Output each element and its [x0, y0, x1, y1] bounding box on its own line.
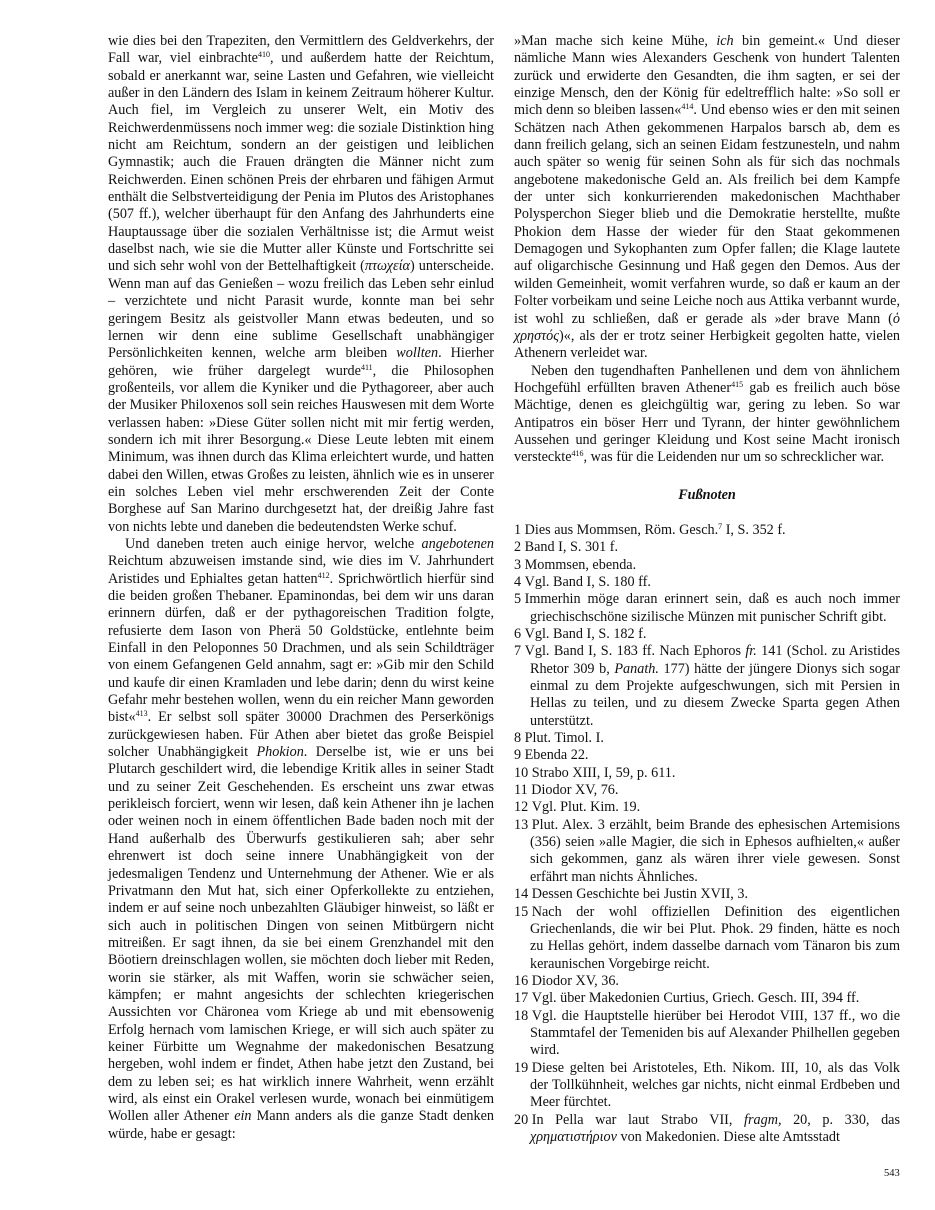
text-run: I, S. 352 f. [722, 521, 786, 538]
footnote-item [514, 747, 900, 764]
left-column [108, 33, 494, 1143]
footnote-number: 5 [514, 591, 525, 608]
footnote-number: 17 [514, 990, 532, 1007]
text-run: . Und ebenso wies er den mit seinen Schätzen nach Athen gekommenen Harpalos barsch ab, dem es dann freilich gelang, sich an seinen Eidam festzunesteln, und nahm auch später so wenig für seinen Sohn als für sich das nochmals angebotene makedonische Geld an. Als freilich bei dem Kampfe der unter sich konkurrierenden makedonischen Machthaber Polysperchon Sieger blieb und die Demokratie herstellte, mußte Phokion dem Hasse der wieder für den Staat gekommenen Demagogen und Sykophanten zum Opfer fallen; die Klage lautete auf oligarchische Gesinnung und Haß gegen den Demos. Aus der wilden Gemeinheit, womit verfahren wurde, so daß er kaum an der Folter vorbeikam und seine Leiche noch aus Attika verbannt wurde, ist wohl zu schließen, daß er gerade als »der brave Mann ( [514, 102, 900, 327]
text-run: Reichtum abzuweisen imstande sind, wie dies im V. Jahrhundert Aristides und Ephialtes getan hatten [108, 553, 494, 587]
emphasis: ich [716, 33, 734, 49]
footnote-number: 18 [514, 1007, 532, 1024]
text-run: 20, p. 330, das [781, 1111, 900, 1128]
text-run: Plut. Timol. I. [524, 730, 604, 747]
footnote-text [530, 817, 900, 885]
text-run: Vgl. Plut. Kim. 19. [531, 799, 641, 816]
emphasis: Phokion [256, 744, 304, 761]
body-paragraph [108, 536, 494, 1143]
text-run: Ebenda 22. [524, 747, 589, 764]
footnote-number: 15 [514, 903, 532, 920]
footnote-ref: 413 [135, 709, 148, 719]
emphasis: fragm, [744, 1111, 782, 1128]
emphasis: πτωχεία [364, 258, 410, 275]
footnote-text [525, 522, 786, 538]
text-run: . Derselbe ist, wie er uns bei Plutarch geschildert wird, die lebendige Kritik alles in seiner Stadt und zu seiner Zeit Geschehenden. Es erscheint uns zwar etwas perikleisch forciert, wenn wir lesen, daß kein Athener ihn je lachen oder weinen noch in einem öffentlichen Bade baden noch mit der Hand außerhalb des Überwurfs gestikulieren sah; aber sehr ehrenwert ist doch seine innere Unabhängigkeit von der jedesmaligen Tendenz und Unternehmung der Athener. Wie er als Privatmann den Mut hat, sich einer Opferkollekte zu entziehen, indem er auf seine noch unbezahlten Gläubiger hinweist, so läßt er sich auch in politischen Dingen von seinen Mitbürgern nicht mitreißen. Er sagt ihnen, da sie bei einem Grenzhandel mit den Böotiern dreinschlagen wollen, sie möchten doch lieber mit Reden, worin sie stärker, als mit Waffen, worin sie schwächer seien, kämpfen; er mahnt angesichts der schlechten kriegerischen Aussichten vor Chäronea vom Kriege ab und mit ebensowenig Erfolg hernach vom lamischen Kriege, er will sich auch später zu keiner Fürbitte um Wegnahme der makedonischen Besatzung hergeben, wohl indem er findet, Athen habe jetzt den Zustand, bei dem zu leben sei; es hat wirklich innere Wahrheit, wenn erzählt wird, als einst ein Orakel verlesen wurde, wonach bei einmütigem Wollen aller Athener [108, 744, 495, 1125]
footnote-text [530, 1008, 900, 1059]
text-run: Band I, S. 301 f. [524, 539, 619, 556]
body-paragraph [514, 363, 900, 467]
body-paragraph [514, 33, 900, 363]
footnote-text [525, 626, 647, 642]
right-column [514, 33, 900, 1146]
footnote-text [532, 990, 860, 1006]
text-run: Mann anders als die ganze Stadt denken würde, habe er gesagt: [108, 1108, 495, 1142]
footnote-number: 13 [514, 816, 532, 833]
footnote-number: 7 [514, 643, 525, 660]
footnote-text [532, 973, 619, 989]
text-run: 177) hätte der jüngere Dionys sich sogar einmal zu dem Projekte aufgeschwungen, sich mit Persien in Hellas zu teilen, und zu diesem Zwecke Sparta gegen Athen unterstützt. [530, 660, 900, 729]
text-run: Diodor XV, 76. [531, 782, 619, 799]
footnote-text [532, 799, 640, 815]
footnote-item [514, 817, 900, 886]
text-run: . Sprichwörtlich hierfür sind die beiden großen Thebaner. Epaminondas, bei dem wir uns daran erinnern dürfen, daß er der pythagoreischen Tradition folgte, refusierte dem Iason von Pherä 50 Goldstücke, entlehnte beim Einfall in den Peloponnes 50 Drachmen, und als sein Schildträger von einem Gefangenen Geld annahm, sagt er: »Gib mir den Schild und kaufe dir einen Kramladen und lebe darin; denn du wirst keine Gefahr mehr bestehen wollen, wenn du ein reicher Mann geworden bist« [108, 570, 494, 726]
footnotes-heading: Fußnoten [678, 486, 736, 503]
text-run: von Makedonien. Diese alte Amtsstadt [616, 1128, 840, 1145]
footnote-item [514, 799, 900, 816]
text-run: »Man mache sich keine Mühe, [514, 33, 717, 49]
footnote-ref: 410 [257, 50, 270, 60]
footnote-text [532, 886, 748, 902]
footnote-ref: 411 [360, 362, 373, 372]
text-run: , und außerdem hatte der Reichtum, sobald er anerkannt war, seine Lasten und Gefahren, wie vielleicht außer in den Ländern des Islam in keinem Zeitraum höherer Kultur. Auch fiel, im Vergleich zu unserer Welt, ein Motiv des Reichwerdenmüssens noch immer weg: die soziale Distinktion hing nicht am Reichtum, sondern an der geistigen und leiblichen Gymnastik; auch die Frauen drängten die Männer nicht zum Reichwerden. Einen schönen Preis der ehrbaren und fähigen Armut enthält die Selbstverteidigung der Penia im Plutos des Aristophanes (507 ff.), welcher überhaupt für den Anfang des Jahrhunderts eine Hauptaussage über die sozialen Verhältnisse ist; die Armut weist daselbst nach, wie sie die Mutter aller Künste und Fortschritte sei und sich sehr wohl von der Bettelhaftigkeit ( [108, 50, 494, 275]
text-run: 141 (Schol. zu Aristides Rhetor 309 b, [530, 643, 900, 677]
footnote-number: 19 [514, 1059, 532, 1076]
footnote-ref: 414 [681, 102, 694, 112]
emphasis: wollten [396, 345, 439, 362]
footnote-item [514, 557, 900, 574]
footnote-text [525, 557, 637, 573]
footnote-number: 16 [514, 972, 532, 989]
footnote-item [514, 539, 900, 556]
emphasis: ein [234, 1108, 252, 1125]
footnotes-list [514, 522, 900, 1146]
footnote-text [530, 1060, 900, 1111]
footnote-item [514, 1060, 900, 1112]
footnote-number: 14 [514, 886, 532, 903]
text-run: In Pella war laut Strabo VII, [531, 1111, 745, 1128]
text-run: Vgl. Band I, S. 182 f. [524, 626, 647, 642]
footnote-text [525, 747, 589, 763]
footnote-item [514, 522, 900, 539]
emphasis: ὁ χρηστός [514, 310, 900, 344]
footnote-number: 11 [514, 782, 532, 799]
footnote-item [514, 626, 900, 643]
text-run: . Hierher gehören, wie früher dargelegt wurde [108, 345, 494, 379]
footnote-text [525, 539, 618, 555]
footnote-number: 9 [514, 747, 525, 764]
text-run: Immerhin möge daran erinnert sein, daß es auch noch immer griechischschöne sizilische Münzen mit punischer Schrift gibt. [524, 591, 900, 625]
emphasis: fr. [745, 643, 757, 660]
footnote-item [514, 973, 900, 990]
footnote-text [525, 730, 604, 746]
footnote-ref: 416 [571, 449, 584, 459]
footnote-number: 2 [514, 539, 525, 556]
text-run: Vgl. Band I, S. 183 ff. Nach Ephoros [524, 643, 746, 660]
footnote-text [530, 904, 900, 972]
text-run: , die Philosophen großenteils, vor allem die Kyniker und die Pythagoreer, aber auch der Musiker Philoxenos soll sein reiches Hauswesen mit dem Worte verlassen haben: »Diese Güter sollen nicht mit mir fertig werden, sondern ich mit ihrer Besorgung.« Diese Leute lebten mit einem Minimum, was ihnen durch das Klima erleichtert wurde, und hatten dabei den Willen, etwas Großes zu leisten, ähnlich wie es in unserer ein solches Leben viel mehr erschwerenden Zeit der Conte Borghese auf San Marino durchgesetzt hat, der dreißig Jahre fast von nichts lebte und daneben die bedeutendsten Werke schuf. [108, 362, 494, 535]
text-run: . Er selbst soll später 30000 Drachmen des Perserkönigs zurückgewiesen haben. Für Athen aber bietet das große Beispiel solcher Unabhängigkeit [108, 709, 494, 761]
text-run: ) unterscheide. Wenn man auf das Genießen – wozu freilich das Leben sehr einlud – verzichtete und nicht Parasit wurde, konnte man bei sehr geringem Besitz als geistvoller Mann etwas bedeuten, und so lernen wir denn eine sublime Gesellschaft unabhängiger Persönlichkeiten kennen, welche arm bleiben [108, 258, 494, 362]
text-run: Vgl. die Hauptstelle hierüber bei Herodot VIII, 137 ff., wo die Stammtafel der Temeniden bis auf Alexander Philhellen gegeben wird. [530, 1007, 900, 1059]
footnote-item [514, 904, 900, 973]
footnote-ref: 415 [731, 379, 744, 389]
text-run: Vgl. Band I, S. 180 ff. [524, 573, 651, 590]
text-run: Neben den tugendhaften Panhellenen und dem von ähnlichem Hochgefühl erfüllten braven Athener [514, 362, 900, 396]
text-run: wie dies bei den Trapeziten, den Vermittlern des Geldverkehrs, der Fall war, viel einbrachte [108, 33, 494, 67]
footnote-ref: 412 [317, 570, 330, 580]
footnote-number: 6 [514, 626, 525, 642]
footnote-item [514, 643, 900, 730]
footnote-text [525, 591, 900, 624]
emphasis: Panath. [614, 660, 659, 677]
footnote-item [514, 574, 900, 591]
footnote-text [531, 782, 618, 798]
footnote-number: 20 [514, 1111, 532, 1128]
footnote-item [514, 1008, 900, 1060]
footnote-text [530, 1112, 900, 1145]
emphasis: χρηματιστήριον [530, 1128, 617, 1145]
footnote-text [532, 765, 676, 781]
footnote-item [514, 765, 900, 782]
footnote-ref: 7 [718, 521, 723, 531]
text-run: Und daneben treten auch einige hervor, welche [125, 535, 422, 552]
footnote-item [514, 730, 900, 747]
text-run: gab es freilich auch böse Mächtige, denen es gleichgültig war, gering zu leben. So war Antipatros ein böser Herr und Tyrann, der hinter gewöhnlichem Aussehen und geringer Kleidung und Kost seine Macht ironisch versteckte [514, 379, 900, 466]
text-run: Diodor XV, 36. [531, 972, 619, 989]
footnote-number: 12 [514, 799, 532, 816]
footnote-text [525, 643, 900, 728]
footnote-text [525, 574, 651, 590]
text-run: Plut. Alex. 3 erzählt, beim Brande des ephesischen Artemisions (356) seien »alle Magier, die sich in Ephesos aufhielten,« außer sich gekommen, ganz als wären ihrer viele gewesen. Sonst erfährt man nichts Ähnliches. [530, 816, 900, 885]
text-run: Dessen Geschichte bei Justin XVII, 3. [531, 886, 749, 903]
body-paragraph [108, 33, 494, 536]
text-run: Dies aus Mommsen, Röm. Gesch. [524, 521, 719, 538]
text-run: Nach der wohl offiziellen Definition des eigentlichen Griechenlands, die wir bei Plut. Phok. 29 finden, hätte es noch zu Hellas gehört, indem dasselbe darnach vom Tänaron bis zum keraunischen Vorgebirge reicht. [530, 903, 900, 972]
page-number: 543 [884, 1168, 900, 1179]
footnote-number: 1 [514, 521, 525, 538]
text-run: Vgl. über Makedonien Curtius, Griech. Gesch. III, 394 ff. [531, 990, 860, 1007]
footnote-number: 10 [514, 764, 532, 781]
text-run: )«, als der er trotz seiner Herbigkeit gegolten hatte, vielen Athenern verleidet war. [514, 327, 900, 362]
text-run: Strabo XIII, I, 59, p. 611. [531, 764, 676, 781]
footnote-number: 3 [514, 556, 525, 573]
footnote-item [514, 990, 900, 1007]
footnote-item [514, 591, 900, 626]
footnote-item [514, 886, 900, 903]
footnote-item [514, 1112, 900, 1147]
text-run: Diese gelten bei Aristoteles, Eth. Nikom. III, 10, als das Volk der Tollkühnheit, welches gar nichts, nicht einmal Erdbeben und Meer fürchtet. [530, 1059, 900, 1111]
footnote-number: 4 [514, 573, 525, 590]
emphasis: angebotenen [421, 535, 494, 552]
text-run: Mommsen, ebenda. [524, 556, 637, 573]
footnote-item [514, 782, 900, 799]
text-run: , was für die Leidenden nur um so schrecklicher war. [583, 449, 885, 466]
footnote-number: 8 [514, 730, 525, 747]
text-run: bin gemeint.« Und dieser nämliche Mann wies Alexanders Geschenk von hundert Talenten zurück und erwiderte den Gesandten, die ihm sagten, er sei der einzige Mensch, den der König für edeltrefflich halte: »So soll er mich denn so bleiben lassen« [514, 33, 901, 119]
